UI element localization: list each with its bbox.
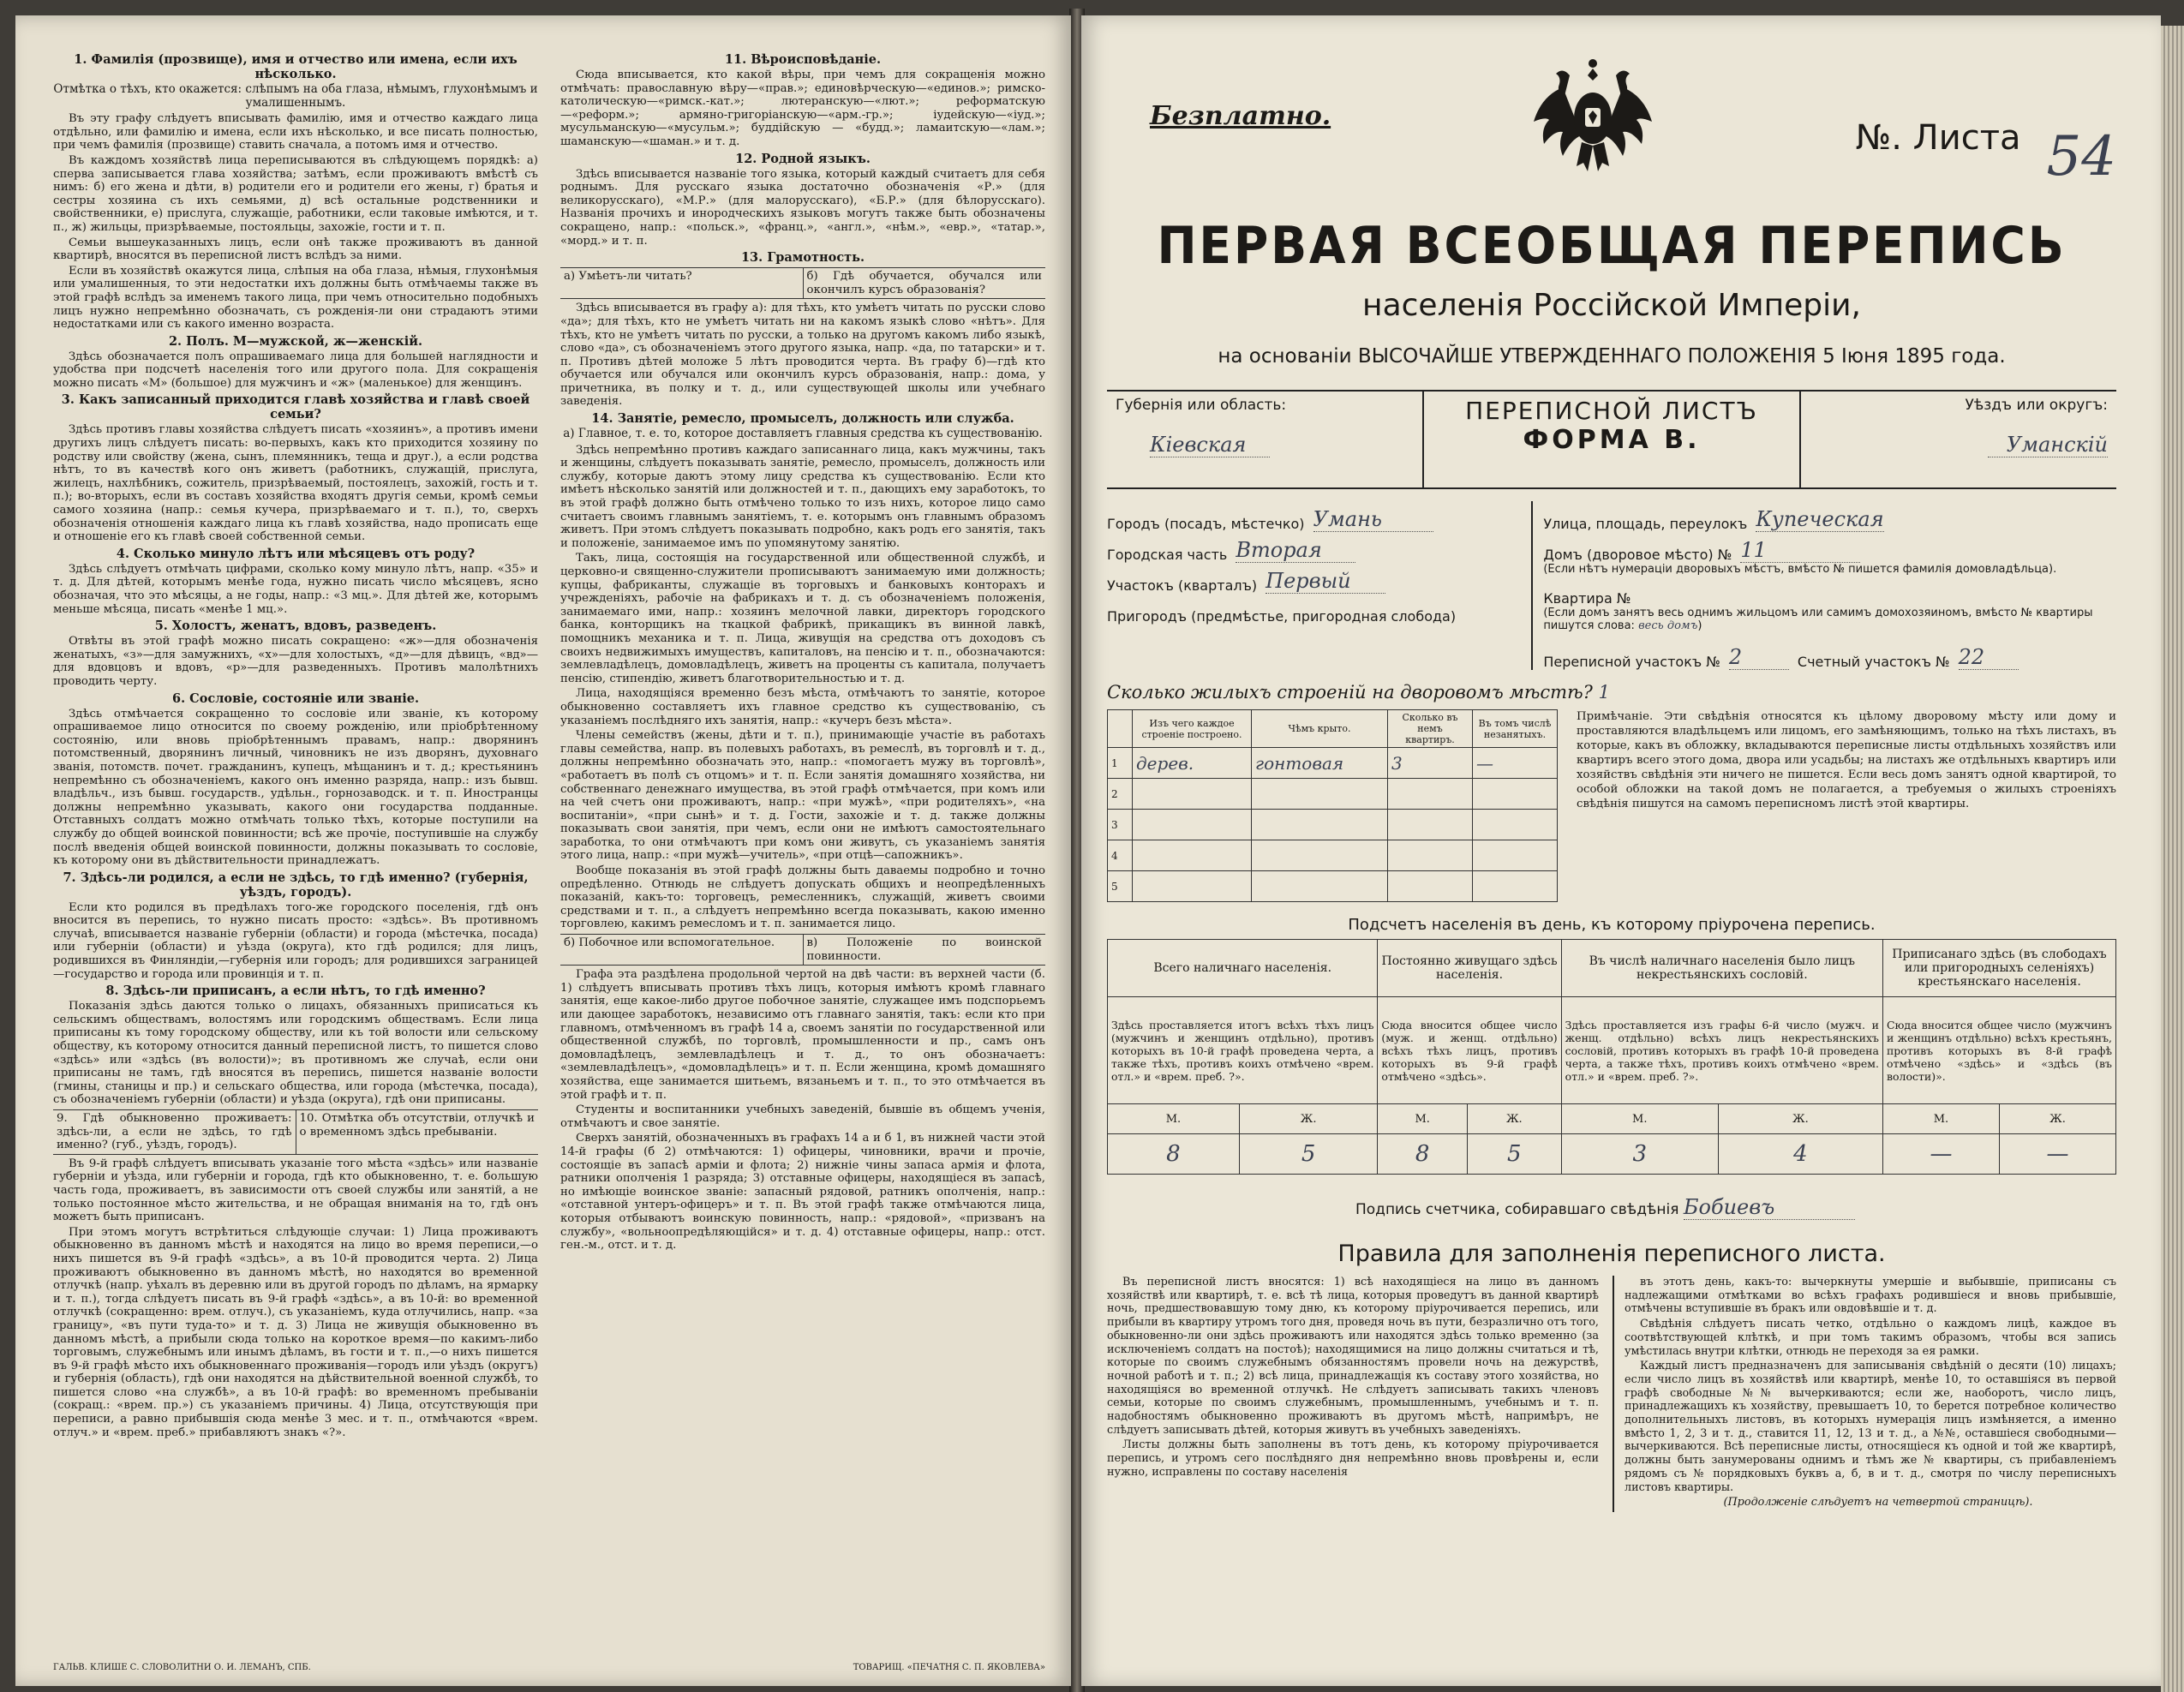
building-cell-n: 4 — [1108, 840, 1133, 871]
section-heading: 14. Занятіе, ремесло, промыселъ, должность или служба. — [591, 411, 1014, 427]
chast-label: Городская часть — [1107, 547, 1228, 563]
pop-m-4: М. — [1882, 1104, 1999, 1134]
form-header — [1107, 390, 2116, 489]
instruction-paragraph: Здѣсь противъ главы хозяйства слѣдуетъ писать «хозяинъ», а противъ имени другихъ лицъ слѣдуетъ писать: во-первыхъ, какъ кто приходится хозяину по родству или свойству (жена, сынъ, племянникъ, теща и друг.), а если родства нѣтъ, то въ качествѣ кого онъ живетъ (работникъ, служащій, прислуга, жилецъ, нахлѣбникъ, сожитель, призрѣваемый, постоялецъ, захожій, гость и т. п.); во-вторыхъ, если въ составъ хозяйства входятъ другія семьи, кромѣ семьи самого хозяина (напр.: семья кучера, призрѣваемаго и т. п.), то, сверхъ обозначенія отношенія каждаго лица къ главѣ хозяйства, надо прописать еще и отношеніе его къ главѣ своей собственной семьи. — [53, 423, 538, 544]
census-title: ПЕРВАЯ ВСЕОБЩАЯ ПЕРЕПИСЬ — [1157, 216, 2067, 276]
pop-value: 5 — [1467, 1134, 1561, 1175]
pop-desc-present: Здѣсь проставляется итогъ всѣхъ тѣхъ лицъ (мужчинъ и женщинъ отдѣльно), противъ которыхъ въ 10-й графѣ проведена черта, а также тѣхъ, противъ коихъ отмѣчено «врем. отл.» и «врем. преб. ?». — [1108, 997, 1378, 1104]
schet-uchastok-label: Счетный участокъ № — [1797, 654, 1950, 670]
page-edges — [2161, 26, 2184, 1692]
building-cell-b — [1252, 810, 1388, 840]
building-cell-n: 2 — [1108, 779, 1133, 810]
pop-f-1: Ж. — [1239, 1104, 1378, 1134]
building-row — [1108, 840, 1558, 871]
uezd-value: Уманскій — [1988, 433, 2108, 457]
printer-credit-2: ТОВАРИЩ. «ПЕЧАТНЯ С. П. ЯКОВЛЕВА» — [853, 1663, 1045, 1672]
instruction-paragraph: Вообще показанія въ этой графѣ должны быть даваемы подробно и точно опредѣленно. Отнюдь не слѣдуетъ допускать общихъ и неопредѣленныхъ показаній, какъ-то: торговецъ, ремесленникъ, служащій, живетъ своими средствами и т. п., а слѣдуетъ непремѣнно всегда показывать, какою именно торговлею, какимъ ремесломъ и т. п. занимается лицо. — [560, 864, 1045, 931]
pop-desc-peasant: Сюда вносится общее число (мужчинъ и женщинъ отдѣльно) всѣхъ крестьянъ, противъ которыхъ въ 8-й графѣ отмѣчено «здѣсь» и «здѣсь (въ волости)». — [1882, 997, 2115, 1104]
gorod-label: Городъ (посадъ, мѣстечко) — [1107, 516, 1305, 532]
form-type-code: ФОРМА В. — [1523, 425, 1701, 455]
left-page-instructions — [15, 15, 1071, 1686]
instruction-paragraph: Здѣсь вписывается въ графу а): для тѣхъ, кто умѣетъ читать по русски слово «да»; для тѣхъ, кто не умѣетъ читать ни на какомъ языкѣ слово «нѣтъ». Для тѣхъ, кто не умѣетъ читать по русски, а только на другомъ какомъ либо языкѣ, слово «да», съ обозначеніемъ этого другого языка, напр. «да, по татарски» и т. п. Противъ дѣтей моложе 5 лѣтъ проводится черта. Въ графу б)—гдѣ кто обучается или обучался или окончилъ курсъ образованія, напр.: дома, у причетника, въ полку и т. д., или существующей школы или учебнаго заведенія. — [560, 302, 1045, 409]
section-heading: 3. Какъ записанный приходится главѣ хозяйства и главѣ своей семьи? — [61, 392, 530, 422]
rules-paragraph: Каждый листъ предназначенъ для записыванія свѣдѣній о десяти (10) лицахъ; если число лицъ въ хозяйствѣ или квартирѣ, менѣе 10, то оставшіяся въ первой графѣ свободные №№ вычеркиваются; если же, наоборотъ, число лицъ, принадлежащихъ къ хозяйству, превышаетъ 10, то берется потребное количество дополнительныхъ листовъ, въ которыхъ нумерація лицъ измѣняется, а именно вмѣсто 1, 2, 3 и т. д., ставится 11, 12, 13 и т. д., а №№, оставшіеся свободными—вычеркиваются. Всѣ переписные листы, относящіеся къ одной и той же квартирѣ, должны быть занумерованы однимъ и тѣмъ же № квартиры, съ прибавленіемъ рядомъ съ № порядковыхъ буквъ а, б, в и т. д., смотря по числу переписныхъ листовъ квартиры. — [1625, 1360, 2116, 1494]
building-cell-d — [1473, 840, 1558, 871]
buildings-note: Примѣчаніе. Эти свѣдѣнія относятся къ цѣлому дворовому мѣсту или дому и проставляются владѣльцемъ или лицомъ, его замѣняющимъ, только на тѣхъ листахъ, въ которые, какъ въ обложку, вкладываются переписные листы отдѣльныхъ хозяйствъ или квартиръ всего этого дома, двора или усадьбы; на листахъ же отдѣльныхъ квартиръ или хозяйствъ свѣдѣнія эти ничего не пишется. Если весь домъ занятъ одной квартирой, то особой обложки на такой домъ не полагается, а требуемыя о жилыхъ строеніяхъ свѣдѣнія пишутся на самомъ переписномъ листѣ этой квартиры. — [1577, 710, 2116, 810]
building-cell-c — [1388, 810, 1473, 840]
rules-title: Правила для заполненія переписного листа. — [1337, 1241, 1886, 1267]
building-cell-a — [1133, 810, 1252, 840]
bldg-col-material: Изъ чего каждое строеніе построено. — [1133, 710, 1252, 748]
rules-column-1 — [1107, 1276, 1599, 1512]
instruction-paragraph: Сверхъ занятій, обозначенныхъ въ графахъ 14 а и б 1, въ нижней части этой 14-й графы (б 2) отмѣчаются: 1) офицеры, чиновники, врачи и прочіе, состоящіе въ запасѣ арміи и флота; 2) нижніе чины запаса армія и флота, ратники ополченія 1 разряда; 3) отставные офицеры, находящіеся въ запасѣ, но имѣющіе воинское званіе: запасный рядовой, ратникъ ополченія, напр.: «отставной унтеръ-офицеръ» и т. п. Въ этой графѣ также отмѣчаются лица, которыя отбываютъ воинскую повинность, напр.: «рядовой», «призванъ на службу», «вольноопредѣляющійся» и т. д. 4) отставные офицеры, напр.: отст. ген.-м., отст. и т. д. — [560, 1132, 1045, 1253]
building-cell-n: 1 — [1108, 748, 1133, 779]
building-row — [1108, 871, 1558, 902]
building-cell-n: 3 — [1108, 810, 1133, 840]
instruction-paragraph: Графа эта раздѣлена продольной чертой на двѣ части: въ верхней части (б. 1) слѣдуетъ вписывать противъ тѣхъ лицъ, которыя имѣютъ кромѣ главнаго занятія, еще какое-либо другое побочное занятіе, служащее имъ подспорьемъ или дающее заработокъ, независимо отъ главнаго занятія, такъ: если кто при главномъ, отмѣченномъ въ графѣ 14 а, своемъ занятіи по государственной или общественной службѣ, по торговлѣ, промышленности и пр., самъ онъ домовладѣлецъ, землевладѣлецъ и т. д., то онъ обозначаетъ: «землевладѣлецъ», «домовладѣлецъ» и т. п. Если женщина, кромѣ домашняго хозяйства, еще занимается шитьемъ, вязаньемъ и т. п., то это отмѣчается въ этой графѣ и т. п. — [560, 968, 1045, 1102]
bldg-col-apartments: Сколько въ немъ квартиръ. — [1388, 710, 1473, 748]
rules-paragraph: Листы должны быть заполнены въ тотъ день, къ которому пріурочивается перепись, и утромъ сего послѣдняго дня непремѣнно вновь провѣрены и, если нужно, исправлены по составу населенія — [1107, 1438, 1599, 1479]
building-row — [1108, 779, 1558, 810]
kvartira-note-hw: весь домъ — [1638, 619, 1698, 632]
kvartira-label: Квартира № — [1543, 590, 1631, 607]
ulica-label: Улица, площадь, переулокъ — [1543, 516, 1748, 532]
pop-value: 8 — [1108, 1134, 1240, 1175]
instruction-paragraph: Здѣсь отмѣчается сокращенно то сословіе или званіе, къ которому опрашиваемое лицо относится по своему рожденію, или пріобрѣтенному состоянію, или вновь пріобрѣтеннымъ правамъ, напр.: дворянинъ потомственный, дворянинъ личный, чиновникъ не изъ дворянъ, духовнаго званія, потомств. почет. гражданинъ, купецъ, мѣщанинъ и т. д.; крестьянинъ непремѣнно съ обозначеніемъ, какого онъ именно разряда, напр.: изъ бывш. владѣльч., изъ бывш. государств., удѣльн., горнозаводск. и т. п. Иностранцы должны непремѣнно указывать, какого они государства подданные. Отставныхъ солдатъ можно отмѣчать только тѣхъ, которые поступили на службу до общей воинской повинности; всѣ же прочіе, поступившіе на службу послѣ введенія общей воинской повинности, должны показывать то сословіе, къ которому они въ дѣйствительности принадлежатъ. — [53, 707, 538, 868]
split-heading-cell: 9. Гдѣ обыкновенно проживаетъ: здѣсь-ли, а если не здѣсь, то гдѣ именно? (губ., уѣздъ, городъ). — [57, 1112, 292, 1152]
pop-f-4: Ж. — [1999, 1104, 2115, 1134]
section-heading: 2. Полъ. М—мужской, ж—женскій. — [168, 333, 423, 349]
split-heading-cell: б) Побочное или вспомогательное. — [564, 936, 775, 950]
free-of-charge-label: Безплатно. — [1150, 101, 1331, 131]
section-heading: 11. Вѣроисповѣданіе. — [724, 52, 882, 67]
split-heading-cell: 10. Отмѣтка объ отсутствіи, отлучкѣ и о временномъ здѣсь пребываніи. — [296, 1110, 539, 1154]
building-cell-a — [1133, 871, 1252, 902]
pop-value: — — [1882, 1134, 1999, 1175]
perep-uchastok-label: Переписной участокъ № — [1543, 654, 1720, 670]
building-cell-b — [1252, 779, 1388, 810]
rules-paragraph: Въ переписной листъ вносятся: 1) всѣ находящіеся на лицо въ данномъ хозяйствѣ или квартирѣ, т. е. всѣ тѣ лица, которыя проведутъ въ данной квартирѣ ночь, предшествовавшую тому дню, къ которому пріурочивается перепись, или прибыли въ квартиру утромъ того дня, проведя ночь въ пути, безразлично отъ того, обыкновенно-ли они здѣсь проживаютъ или находятся здѣсь только временно (за исключеніемъ солдатъ на постоѣ); находящимися на лицо должны считаться и тѣ, которые по своимъ служебнымъ обязанностямъ провели ночь на дежурствѣ, ночной работѣ и т. п.; 2) всѣ лица, принадлежащія къ составу этого хозяйства, но находящіяся во временной отлучкѣ. Не слѣдуетъ записывать такихъ членовъ семьи, которые по своимъ служебнымъ, промышленнымъ, учебнымъ и т. п. надобностямъ обыкновенно проживаютъ въ другомъ мѣстѣ, напримѣръ, не слѣдуетъ записывать дѣтей, которыя живутъ въ учебныхъ заведеніяхъ. — [1107, 1276, 1599, 1437]
ulica-value: Купеческая — [1756, 507, 1884, 531]
section-heading: 5. Холостъ, женатъ, вдовъ, разведенъ. — [154, 619, 437, 634]
split-heading — [560, 267, 1045, 299]
instruction-paragraph: Здѣсь обозначается полъ опрашиваемаго лица для большей наглядности и удобства при подсчетѣ населенія того или другого пола. Для сокращенія можно писать «М» (большое) для мужчинъ и «ж» (маленькое) для женщинъ. — [53, 350, 538, 390]
instruction-paragraph: Студенты и воспитанники учебныхъ заведеній, бывшіе въ общемъ ученія, отмѣчаютъ и свое занятіе. — [560, 1103, 1045, 1130]
kvartira-note: (Если домъ занятъ весь однимъ жильцомъ или самимъ домохозяиномъ, вмѣсто № квартиры пишутся слова: — [1543, 607, 2093, 632]
right-page-census-form — [1081, 15, 2161, 1686]
sheet-number-handwritten: 54 — [2046, 125, 2116, 188]
building-cell-a — [1133, 779, 1252, 810]
gubernia-label: Губернія или область: — [1116, 397, 1287, 414]
pop-value: 3 — [1561, 1134, 1718, 1175]
printer-credit-1: ГАЛЬВ. КЛИШЕ С. СЛОВОЛИТНИ О. И. ЛЕМАНЪ, СПБ. — [53, 1663, 311, 1672]
instruction-paragraph: При этомъ могутъ встрѣтиться слѣдующіе случаи: 1) Лица проживаютъ обыкновенно въ данномъ мѣстѣ и находятся на лицо во время переписи,—о нихъ пишется въ 9-й графѣ «здѣсь», а въ 10-й проводится черта. 2) Лица проживаютъ обыкновенно въ данномъ мѣстѣ, но находятся во временной отлучкѣ (напр. уѣхалъ въ деревню или въ другой городъ по дѣламъ, на ярмарку и т. п.), тогда слѣдуетъ писать въ 9-й графѣ «здѣсь», а въ 10-й: во временной отлучкѣ (сокращенно: врем. отлуч.), съ указаніемъ, куда отлучились, напр. «за границу», «въ пути туда-то» и т. д. 3) Лица не живущія обыкновенно въ данномъ мѣстѣ, а прибыли сюда только на короткое время—по какимъ-либо торговымъ, служебнымъ или инымъ дѣламъ, въ гости и т. п.,—о нихъ пишется въ 9-й графѣ мѣсто ихъ обыкновеннаго проживанія—городъ или уѣздъ (округъ) и губернія (область), гдѣ они находятся на дѣйствительной военной службѣ, то пишется слово «на службѣ», а въ 10-й графѣ: во временномъ пребываніи (сокращ.: «врем. пр.») съ указаніемъ причины. 4) Лица, отсутствующія при переписи, а равно прибывшія сюда менѣе 3 мес. и т. п., отмѣчаются «врем. отлуч.» и «врем. преб.» прибавляютъ знакъ «?». — [53, 1225, 538, 1439]
instruction-paragraph: Семьи вышеуказанныхъ лицъ, если онѣ также проживаютъ въ данной квартирѣ, вносятся въ переписной листъ вслѣдъ за ними. — [53, 236, 538, 263]
left-page-footer — [53, 1663, 1045, 1672]
section-heading: 6. Сословіе, состояніе или званіе. — [171, 691, 420, 706]
building-cell-n: 5 — [1108, 871, 1133, 902]
instruction-paragraph: Здѣсь непремѣнно противъ каждаго записаннаго лица, какъ мужчины, такъ и женщины, слѣдуетъ показывать занятіе, ремесло, промыселъ, должность или службу, которые даютъ этому лицу средства къ существованію. Если кто имѣетъ нѣсколько занятій или должностей и т. п., дающихъ ему заработокъ, то въ этой графѣ должно быть отмѣчено только то изъ нихъ, которое лицо само считаетъ своимъ главнымъ занятіемъ, т. е. которымъ онъ главнымъ образомъ живетъ. При этомъ слѣдуетъ показывать подробно, какъ родъ его занятія, такъ и положеніе, занимаемое имъ по упомянутому занятію. — [560, 443, 1045, 550]
sheet-number-label: №. Листа — [1855, 118, 2021, 158]
instruction-paragraph: Въ 9-й графѣ слѣдуетъ вписывать указаніе того мѣста «здѣсь» или названіе губерніи и уѣзда, или губерніи и города, гдѣ кто обыкновенно, т. е. большую часть года, проживаетъ, въ зависимости отъ своей службы или занятій, а не только постоянное мѣсто жительства, и не обращая вниманія на то, гдѣ онъ можетъ быть приписанъ. — [53, 1157, 538, 1224]
pop-m-3: М. — [1561, 1104, 1718, 1134]
gubernia-value: Кіевская — [1150, 433, 1270, 457]
bldg-col-vacant: Въ томъ числѣ незанятыхъ. — [1473, 710, 1558, 748]
building-cell-b: гонтовая — [1252, 748, 1388, 779]
split-heading — [53, 1109, 538, 1155]
prigorod-label: Пригородъ (предмѣстье, пригородная слобода) — [1107, 608, 1457, 625]
pop-col-permanent: Постоянно живущаго здѣсь населенія. — [1378, 940, 1561, 997]
uchastok-value: Первый — [1266, 569, 1385, 594]
instruction-paragraph: Въ каждомъ хозяйствѣ лица переписываются въ слѣдующемъ порядкѣ: а) сперва записывается глава хозяйства; затѣмъ, если проживаютъ вмѣстѣ съ нимъ: б) его жена и дѣти, в) родители его и родители его жены, г) братья и сестры хозяина съ ихъ семьями, д) всѣ остальные родственники и свойственники, е) прислуга, служащіе, работники, если таковые имѣются, и т. п., ж) жильцы, призрѣваемые, постояльцы, захожіе, гости и т. п. — [53, 153, 538, 234]
instruction-paragraph: Сюда вписывается, кто какой вѣры, при чемъ для сокращенія можно отмѣчать: православную вѣру—«прав.»; единовѣрческую—«единов.»; римско-католическую—«римск.-кат.»; лютеранскую—«лют.»; реформатскую—«реформ.»; армяно-григоріанскую—«арм.-гр.»; іудейскую—«іуд.»; мусульманскую—«мусульм.»; буддійскую — «будд.»; ламаитскую—«лам.»; шаманскую—«шаман.» и т. д. — [560, 69, 1045, 148]
gubernia-field — [1107, 392, 1422, 487]
instruction-paragraph: Въ эту графу слѣдуетъ вписывать фамилію, имя и отчество каждаго лица отдѣльно, или фамилію и имена, если ихъ нѣсколько, и все писать полностью, при чемъ фамилія (прозвище) ставить сначала, а потомъ имя и отчество. — [53, 112, 538, 152]
rules-paragraph: (Продолженіе слѣдуетъ на четвертой страницѣ). — [1723, 1496, 2033, 1510]
section-subheading: а) Главное, т. е. то, которое доставляетъ главныя средства къ существованію. — [563, 427, 1043, 441]
buildings-question: Сколько жилыхъ строеній на дворовомъ мѣстѣ? — [1107, 682, 1593, 703]
rules-column-2 — [1613, 1276, 2116, 1512]
instruction-paragraph: Отвѣты въ этой графѣ можно писать сокращено: «ж»—для обозначенія женатыхъ, «з»—для замужнихъ, «х»—для холостыхъ, «д»—для дѣвицъ, «вд»—для вдовцовъ и вдовъ, «р»—для разведенныхъ. Противъ малолѣтнихъ проводить черту. — [53, 635, 538, 688]
instruction-paragraph: Показанія здѣсь даются только о лицахъ, обязанныхъ приписаться къ сельскимъ обществамъ, волостямъ или городскимъ обществамъ. Если лица приписаны къ тому городскому обществу, или къ той волости или сельскому обществу, къ которому относится данный переписной листъ, то пишется слово «здѣсь» или «здѣсь (въ волости)»; въ противномъ же случаѣ, если они приписаны не тамъ, гдѣ вносятся въ перепись, пишется названіе волости (гмины, станицы и пр.) и сельскаго общества, или города (мѣстечка, посада), съ обозначеніемъ губерніи (области) и уѣзда (округа), гдѣ они приписаны. — [53, 1000, 538, 1107]
section-subheading: Отмѣтка о тѣхъ, кто окажется: слѣпымъ на оба глаза, нѣмымъ, глухонѣмымъ и умалишеннымъ. — [53, 82, 538, 110]
dom-label: Домъ (дворовое мѣсто) № — [1543, 547, 1732, 563]
census-subtitle: населенія Россійской Имперіи, — [1362, 288, 1861, 323]
dom-value: 11 — [1740, 538, 1860, 563]
instruction-paragraph: Лица, находящіяся временно безъ мѣста, отмѣчаютъ то занятіе, которое обыкновенно составляетъ ихъ главное средство къ существованію, съ указаніемъ послѣдняго ихъ занятія, напр.: «кучеръ безъ мѣста». — [560, 687, 1045, 727]
building-cell-d: — — [1473, 748, 1558, 779]
address-block: Городъ (посадъ, мѣстечко) Умань Городская часть Вторая Участокъ (кварталъ) Первый Пригородъ (предмѣстье, пригородная слобода) Улица, площадь, переулокъ Купеческая Домъ (дворовое мѣсто) № 11 (Если нѣтъ нумераціи дворовыхъ мѣстъ, вмѣсто № пишется фамилія домовладѣльца). Квартира № (Если домъ занятъ весь однимъ жильцомъ или самимъ домохозяиномъ, вмѣсто № квартиры пишутся слова: весь домъ) Переписной участокъ № 2 Счетный участокъ № 22 — [1107, 501, 2116, 670]
rules-paragraph: въ этотъ день, какъ-то: вычеркнуты умершіе и выбывшіе, приписаны съ надлежащими отмѣтками во всѣхъ графахъ родившіеся и вновь прибывшіе, отмѣчены вступившіе въ бракъ или овдовѣвшіе и т. д. — [1625, 1276, 2116, 1316]
split-heading — [560, 934, 1045, 966]
building-cell-d — [1473, 871, 1558, 902]
pop-m-2: М. — [1378, 1104, 1468, 1134]
instruction-paragraph: Здѣсь вписывается названіе того языка, который каждый считаетъ для себя роднымъ. Для русскаго языка достаточно обозначенія «Р.» (для великорусскаго), «М.Р.» (для малорусскаго), «Б.Р.» (для бѣлорусскаго). Названія прочихъ и инородческихъ языковъ могутъ также быть обозначены сокращено, напр.: «польск.», «франц.», «англ.», «нѣм.», «евр.», «татар.», «морд.» и т. п. — [560, 167, 1045, 248]
instruction-paragraph: Члены семействъ (жены, дѣти и т. п.), принимающіе участіе въ работахъ главы семейства, напр. въ полевыхъ работахъ, въ ремеслѣ, въ торговлѣ и т. д., должны непремѣнно обозначать это, напр.: «помогаетъ мужу въ торговлѣ», «работаетъ въ полѣ съ отцомъ» и т. п. Если занятія домашняго хозяйства, ни собственнаго денежнаго имущества, въ этой графѣ отмѣчается, при комъ или на чей счетъ они проживаютъ, напр.: «при мужѣ», «при родителяхъ», «на воспитаніи», «при сынѣ» и т. д. Гости, захожіе и т. д. также должны показывать свои занятія, при чемъ, если они не имѣютъ самостоятельнаго заработка, то они отмѣчаютъ при комъ они живутъ, съ указаніемъ занятія этого лица, напр.: «при мужѣ—учитель», «при отцѣ—сапожникъ». — [560, 729, 1045, 863]
buildings-count: 1 — [1598, 682, 1610, 703]
building-cell-a — [1133, 840, 1252, 871]
building-cell-c — [1388, 871, 1473, 902]
buildings-table — [1107, 709, 1558, 902]
pop-value: 5 — [1239, 1134, 1378, 1175]
dom-note: (Если нѣтъ нумераціи дворовыхъ мѣстъ, вмѣсто № пишется фамилія домовладѣльца). — [1543, 563, 2057, 576]
form-type — [1422, 392, 1801, 487]
rules-paragraph: Свѣдѣнія слѣдуетъ писать четко, отдѣльно о каждомъ лицѣ, каждое въ соотвѣтствующей клѣткѣ, и при томъ такимъ образомъ, чтобы вся запись умѣстилась внутри клѣтки, отнюдь не переходя за ея рамки. — [1625, 1318, 2116, 1358]
uezd-field — [1801, 392, 2116, 487]
building-cell-b — [1252, 871, 1388, 902]
pop-col-present: Всего наличнаго населенія. — [1108, 940, 1378, 997]
perep-uchastok-value: 2 — [1729, 645, 1789, 670]
instruction-paragraph: Такъ, лица, состоящія на государственной или общественной службѣ, и церковно-и священно-служители прописываютъ занимаемую ими должность; купцы, фабриканты, служащіе въ торговыхъ и банковыхъ конторахъ и учрежденіяхъ, рабочіе на фабрикахъ и т. д. съ обозначеніемъ положенія, занимаемаго ими, напр.: хозяинъ мелочной лавки, директоръ городского банка, конторщикъ на ткацкой фабрикѣ, прикащикъ въ винной лавкѣ, помощникъ механика и т. п. Лица, живущія на средства отъ доходовъ съ своихъ недвижимыхъ имуществъ, капиталовъ, на пенсію и т. п., обозначаются: землевладѣлецъ, домовладѣлецъ, живетъ на проценты съ капитала, получаетъ пенсію, стипендію, живетъ благотворительностью и т. д. — [560, 552, 1045, 685]
pop-m-1: М. — [1108, 1104, 1240, 1134]
chast-value: Вторая — [1236, 538, 1355, 563]
building-cell-d — [1473, 779, 1558, 810]
signature-label: Подпись счетчика, собиравшаго свѣдѣнія — [1355, 1201, 1679, 1218]
uezd-label: Уѣздъ или округъ: — [1965, 397, 2108, 414]
bldg-col-roof: Чѣмъ крыто. — [1252, 710, 1388, 748]
section-heading: 7. Здѣсь-ли родился, а если не здѣсь, то гдѣ именно? (губернія, уѣздъ, городъ). — [63, 870, 529, 900]
instructions-column-2 — [560, 50, 1045, 1635]
census-basis: на основаніи ВЫСОЧАЙШЕ УТВЕРЖДЕННАГО ПОЛОЖЕНІЯ 5 Іюня 1895 года. — [1218, 345, 2006, 368]
building-cell-c — [1388, 840, 1473, 871]
rules-text — [1107, 1276, 2116, 1512]
building-cell-b — [1252, 840, 1388, 871]
instruction-paragraph: Если кто родился въ предѣлахъ того-же городского поселенія, гдѣ онъ вносится въ перепись, то нужно писать просто: «здѣсь». Въ противномъ случаѣ, вписывается названіе губерніи (области) и города (мѣстечка, посада) или губерніи (области) и уѣзда (округа), кто гдѣ родился; для лицъ, родившихся въ Финляндіи,—губернія или городъ; для родившихся заграницей—государство и города или провинція и т. п. — [53, 900, 538, 981]
split-heading-cell: в) Положеніе по воинской повинности. — [803, 935, 1046, 965]
instructions-column-1 — [53, 50, 538, 1635]
gorod-value: Умань — [1313, 507, 1433, 532]
population-count-title: Подсчетъ населенія въ день, къ которому пріурочена перепись. — [1348, 916, 1876, 934]
section-heading: 13. Грамотность. — [740, 250, 865, 266]
section-heading: 4. Сколько минуло лѣтъ или мѣсяцевъ отъ роду? — [116, 546, 476, 561]
split-heading-cell: б) Гдѣ обучается, обучался или окончилъ курсъ образованія? — [803, 268, 1046, 298]
building-cell-d — [1473, 810, 1558, 840]
sheet-number — [1855, 99, 2116, 188]
section-heading: 8. Здѣсь-ли приписанъ, а если нѣтъ, то гдѣ именно? — [105, 984, 486, 999]
instruction-paragraph: Если въ хозяйствѣ окажутся лица, слѣпыя на оба глаза, нѣмыя, глухонѣмыя или умалишенныя, то эти недостатки ихъ должны быть отмѣчаемы также въ этой графѣ вслѣдъ за именемъ такого лица, при чемъ относительно подобныхъ лицъ нужно непремѣнно обозначать, съ рожденія-ли они страдаютъ этими недостатками или съ какого именно возраста. — [53, 264, 538, 332]
building-row — [1108, 748, 1558, 779]
pop-f-2: Ж. — [1467, 1104, 1561, 1134]
form-type-title: ПЕРЕПИСНОЙ ЛИСТЪ — [1465, 397, 1758, 425]
double-headed-eagle-emblem — [1529, 50, 1657, 178]
building-cell-c — [1388, 779, 1473, 810]
section-heading: 1. Фамилія (прозвище), имя и отчество или имена, если ихъ нѣсколько. — [74, 52, 518, 81]
building-row — [1108, 810, 1558, 840]
pop-f-3: Ж. — [1718, 1104, 1882, 1134]
building-cell-a: дерев. — [1133, 748, 1252, 779]
pop-value: 8 — [1378, 1134, 1468, 1175]
signature-value: Бобиевъ — [1684, 1195, 1855, 1220]
pop-col-peasant: Приписанаго здѣсь (въ слободахъ или пригородныхъ селеніяхъ) крестьянскаго населенія. — [1882, 940, 2115, 997]
pop-value: — — [1999, 1134, 2115, 1175]
uchastok-label: Участокъ (кварталъ) — [1107, 577, 1258, 594]
split-heading-cell: а) Умѣетъ-ли читать? — [564, 270, 692, 284]
building-cell-c: 3 — [1388, 748, 1473, 779]
pop-col-nonpeasant: Въ числѣ наличнаго населенія было лицъ некрестьянскихъ сословій. — [1561, 940, 1882, 997]
instruction-paragraph: Здѣсь слѣдуетъ отмѣчать цифрами, сколько кому минуло лѣтъ, напр. «35» и т. д. Для дѣтей, которымъ менѣе года, нужно писать число мѣсяцевъ, ясно обозначая, что это мѣсяцы, а не годы, напр.: «3 мц.». Для дѣтей же, которымъ меньше мѣсяца, писать «менѣе 1 мц.». — [53, 562, 538, 616]
schet-uchastok-value: 22 — [1959, 645, 2019, 670]
pop-desc-nonpeasant: Здѣсь проставляется изъ графы 6-й число (мужч. и женщ. отдѣльно) всѣхъ лицъ некрестьянскихъ сословій, противъ которыхъ въ графѣ 10-й проведена черта, а также тѣхъ, противъ коихъ отмѣчено «врем. отл.» и «врем. преб. ?». — [1561, 997, 1882, 1104]
pop-value: 4 — [1718, 1134, 1882, 1175]
pop-desc-permanent: Сюда вносится общее число (муж. и женщ. отдѣльно) всѣхъ тѣхъ лицъ, противъ которыхъ въ 9-й графѣ отмѣчено «здѣсь». — [1378, 997, 1561, 1104]
population-count-table — [1107, 939, 2116, 1175]
section-heading: 12. Родной языкъ. — [735, 151, 871, 166]
